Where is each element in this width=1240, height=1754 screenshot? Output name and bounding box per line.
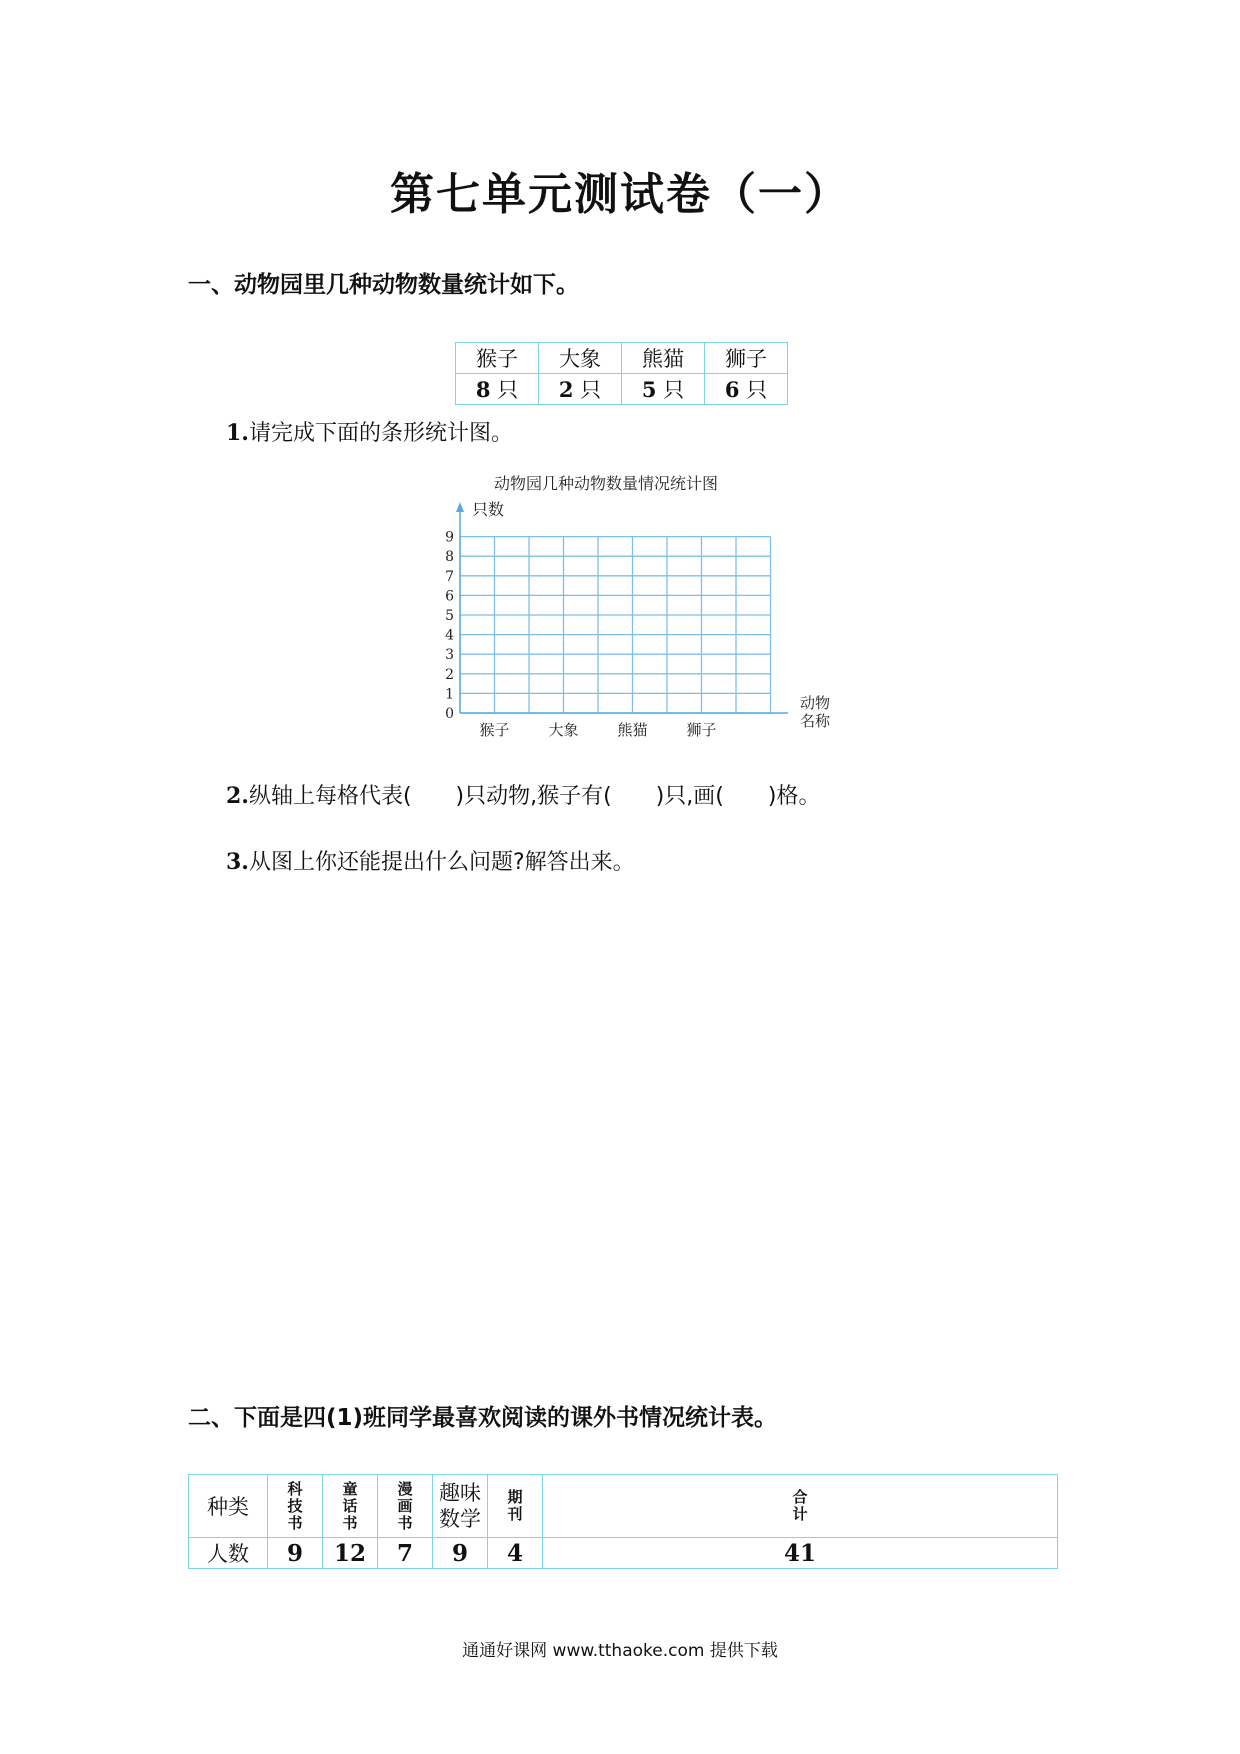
footer-text: 通通好课网 www.tthaoke.com 提供下载 — [462, 1641, 778, 1661]
animal-count-table — [455, 342, 788, 405]
question-1 — [226, 416, 513, 447]
section-2-heading: 二、下面是四(1)班同学最喜欢阅读的课外书情况统计表。 — [188, 1405, 778, 1431]
y-axis-arrow-icon — [456, 502, 464, 512]
y-tick-label: 1 — [445, 686, 454, 703]
total-count-cell: 41 — [543, 1538, 1058, 1569]
chart-grid — [460, 537, 771, 713]
animal-count-cell — [705, 374, 788, 405]
x-axis-label-line1: 动物 — [800, 694, 831, 712]
vertical-label: 科技书 — [287, 1479, 303, 1532]
x-category-labels — [479, 721, 716, 739]
count-value: 8 — [475, 377, 491, 402]
y-tick-label: 8 — [445, 549, 454, 566]
category-cell — [433, 1475, 488, 1538]
y-tick-label: 9 — [445, 529, 454, 546]
count-unit: 只 — [580, 378, 602, 402]
row-header-category: 种类 — [189, 1475, 268, 1538]
count-cell: 9 — [433, 1538, 488, 1569]
x-category-label: 熊猫 — [617, 721, 648, 739]
section-1-heading: 一、动物园里几种动物数量统计如下。 — [188, 272, 579, 298]
animal-name-cell: 猴子 — [456, 343, 539, 374]
count-value: 5 — [641, 377, 657, 402]
question-text: 从图上你还能提出什么问题?解答出来。 — [248, 850, 635, 875]
animal-name-cell: 熊猫 — [622, 343, 705, 374]
y-tick-label: 7 — [445, 568, 454, 585]
animal-name-cell: 狮子 — [705, 343, 788, 374]
animal-count-cell — [622, 374, 705, 405]
category-cell — [488, 1475, 543, 1538]
y-axis-label: 只数 — [472, 500, 505, 519]
vertical-label: 漫画书 — [397, 1479, 413, 1532]
count-value: 2 — [558, 377, 574, 402]
animal-name-cell: 大象 — [539, 343, 622, 374]
label-line: 趣味 — [439, 1481, 481, 1505]
count-cell: 7 — [378, 1538, 433, 1569]
question-number: 3. — [226, 849, 249, 875]
question-2 — [226, 779, 820, 810]
y-tick-label: 3 — [445, 647, 454, 664]
bar-chart — [430, 470, 850, 750]
count-unit: 只 — [497, 378, 519, 402]
vertical-label: 期刊 — [507, 1488, 523, 1523]
count-cell: 4 — [488, 1538, 543, 1569]
count-cell: 9 — [268, 1538, 323, 1569]
question-text: 纵轴上每格代表( )只动物,猴子有( )只,画( )格。 — [248, 784, 821, 809]
animal-count-cell — [539, 374, 622, 405]
y-tick-labels — [445, 530, 454, 722]
animal-count-cell — [456, 374, 539, 405]
chart-title: 动物园几种动物数量情况统计图 — [493, 474, 719, 493]
y-tick-label: 4 — [445, 627, 454, 644]
count-cell: 12 — [323, 1538, 378, 1569]
row-header-count: 人数 — [189, 1538, 268, 1569]
y-tick-label: 6 — [445, 588, 454, 605]
question-text: 请完成下面的条形统计图。 — [248, 421, 513, 446]
category-cell — [268, 1475, 323, 1538]
x-category-label: 大象 — [548, 721, 579, 739]
y-tick-label: 0 — [445, 706, 454, 722]
category-cell — [378, 1475, 433, 1538]
y-tick-label: 5 — [445, 608, 454, 624]
question-3 — [226, 845, 635, 876]
page-title: 第七单元测试卷（一） — [390, 169, 850, 220]
count-unit: 只 — [746, 378, 768, 402]
reading-stats-table — [188, 1474, 1058, 1569]
count-value: 6 — [724, 377, 740, 402]
y-tick-label: 2 — [445, 666, 454, 683]
vertical-label: 合计 — [792, 1488, 808, 1523]
question-number: 2. — [226, 783, 249, 809]
total-header-cell — [543, 1475, 1058, 1538]
vertical-label: 童话书 — [342, 1479, 358, 1532]
count-unit: 只 — [663, 378, 685, 402]
label-line: 数学 — [439, 1507, 481, 1531]
question-number: 1. — [226, 420, 249, 446]
x-axis-label-line2: 名称 — [800, 712, 831, 730]
chart-axes — [456, 502, 788, 713]
x-category-label: 狮子 — [686, 721, 717, 739]
category-cell — [323, 1475, 378, 1538]
x-category-label: 猴子 — [479, 721, 510, 739]
